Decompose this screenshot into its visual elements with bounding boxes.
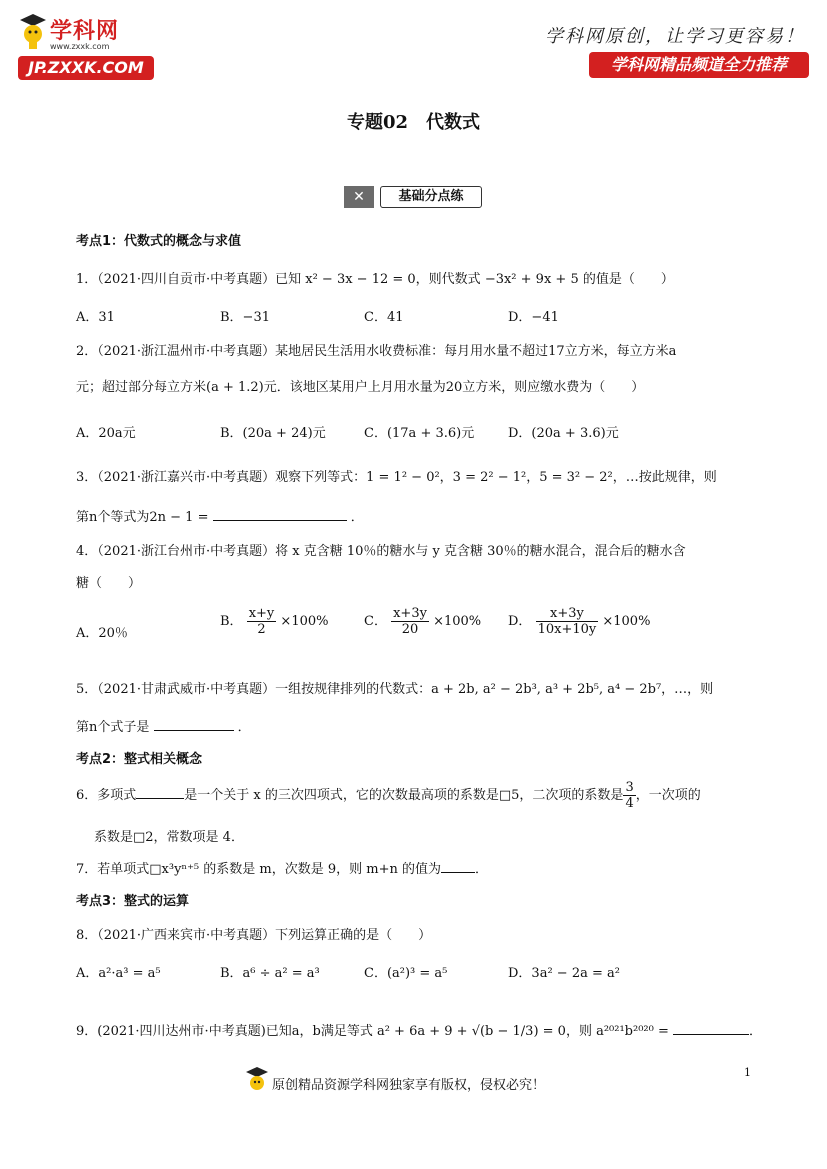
q7-answer-blank[interactable]	[441, 860, 475, 873]
q9-text: 9．(2021·四川达州市·中考真题)已知a，b满足等式 a² + 6a + 9 + √(b − 1/3) = 0，则 a²⁰²¹b²⁰²⁰ =	[76, 1024, 669, 1039]
q4-option-d-fraction	[536, 606, 599, 637]
section-icon: ✕	[344, 186, 374, 208]
question-3-line-1: 3．（2021·浙江嘉兴市·中考真题）观察下列等式：1 = 1² − 0²，3 = 2² − 1²，5 = 3² − 2²，…按此规律，则	[76, 470, 717, 485]
q4-option-b-fraction	[247, 606, 277, 637]
q5-answer-blank[interactable]	[154, 718, 234, 731]
fraction-denominator: 2	[257, 622, 266, 637]
question-9	[76, 1020, 762, 1039]
q2-option-a: A．20a元	[76, 426, 136, 441]
section-header	[344, 186, 482, 208]
question-4-line-1: 4．（2021·浙江台州市·中考真题）将 x 克含糖 10％的糖水与 y 克含糖 30％的糖水混合，混合后的糖水含	[76, 544, 686, 559]
q6-fraction	[623, 780, 635, 811]
question-1: 1．（2021·四川自贡市·中考真题）已知 x² − 3x − 12 = 0，则代数式 −3x² + 9x + 5 的值是（ ）	[76, 272, 674, 287]
site-logo[interactable]	[18, 12, 158, 84]
question-2-line-1: 2．（2021·浙江温州市·中考真题）某地居民生活用水收费标准：每月用水量不超过17立方米，每立方米a	[76, 344, 677, 359]
fraction-numerator: x+y	[248, 606, 275, 621]
question-3-line-2	[76, 506, 364, 525]
q3-line-2-text: 第n个等式为2n − 1 =	[76, 510, 209, 525]
fraction-numerator: x+3y	[393, 606, 427, 621]
channel-badge: 学科网精品频道全力推荐	[589, 52, 809, 78]
q6-answer-blank[interactable]	[136, 786, 184, 799]
q6-suffix: ，一次项的	[635, 788, 701, 803]
logo-url: www.zxxk.com	[50, 42, 110, 51]
question-5-line-2	[76, 716, 251, 735]
section-label: 基础分点练	[380, 186, 482, 208]
fraction-numerator: x+3y	[536, 606, 599, 622]
q5-line-2-end: ．	[237, 720, 251, 735]
q3-answer-blank[interactable]	[213, 508, 347, 521]
q1-option-b: B．−31	[220, 310, 270, 325]
q2-option-b: B．(20a + 24)元	[220, 426, 326, 441]
fraction-denominator: 10x+10y	[537, 622, 597, 637]
q2-option-d: D．(20a + 3.6)元	[508, 426, 619, 441]
q7-text: 7．若单项式□x³yⁿ⁺⁵ 的系数是 m，次数是 9，则 m+n 的值为	[76, 862, 441, 877]
question-4-line-2: 糖（ ）	[76, 576, 142, 591]
q8-option-c: C．(a²)³ = a⁵	[364, 966, 448, 981]
topic-heading-3: 考点3：整式的运算	[76, 894, 190, 909]
fraction-denominator: 20	[401, 622, 419, 637]
page-number: 1	[744, 1066, 751, 1079]
q4-option-d-pct: ×100%	[602, 614, 651, 629]
q4-option-a: A．20％	[76, 626, 128, 641]
q8-option-b: B．a⁶ ÷ a² = a³	[220, 966, 320, 981]
question-6-line-1	[76, 780, 701, 811]
fraction-numerator: 3	[625, 780, 634, 795]
topic-heading-2: 考点2：整式相关概念	[76, 752, 203, 767]
q4-option-c	[364, 606, 481, 637]
q2-option-c: C．(17a + 3.6)元	[364, 426, 475, 441]
logo-badge: JP.ZXXK.COM	[18, 56, 154, 80]
q6-middle: 是一个关于 x 的三次四项式，它的次数最高项的系数是□5，二次项的系数是	[184, 788, 624, 803]
q8-option-d: D．3a² − 2a = a²	[508, 966, 620, 981]
q4-option-d	[508, 606, 650, 637]
q9-end: ．	[749, 1024, 763, 1039]
q4-option-d-label: D．	[508, 614, 532, 629]
question-7	[76, 858, 488, 877]
fraction-denominator: 4	[625, 796, 634, 811]
slogan: 学科网原创，让学习更容易！	[545, 26, 805, 47]
q5-line-2-text: 第n个式子是	[76, 720, 150, 735]
mascot-icon	[18, 12, 48, 50]
question-5-line-1: 5．（2021·甘肃武威市·中考真题）一组按规律排列的代数式：a + 2b, a² − 2b³, a³ + 2b⁵, a⁴ − 2b⁷，…，则	[76, 682, 714, 697]
q1-option-d: D．−41	[508, 310, 559, 325]
q4-option-c-label: C．	[364, 614, 387, 629]
q4-option-c-fraction	[391, 606, 429, 637]
q1-option-c: C．41	[364, 310, 404, 325]
page-title: 专题02 代数式	[346, 112, 481, 133]
footer-copyright: 原创精品资源学科网独家享有版权，侵权必究！	[272, 1078, 546, 1093]
q1-option-a: A．31	[76, 310, 115, 325]
question-8: 8．（2021·广西来宾市·中考真题）下列运算正确的是（ ）	[76, 928, 432, 943]
q4-option-b-label: B．	[220, 614, 243, 629]
logo-text: 学科网	[50, 19, 120, 44]
q7-end: ．	[475, 862, 489, 877]
topic-heading-1: 考点1：代数式的概念与求值	[76, 234, 242, 249]
q4-option-c-pct: ×100%	[433, 614, 482, 629]
q3-line-2-end: ．	[350, 510, 364, 525]
q4-option-b-pct: ×100%	[280, 614, 329, 629]
question-2-line-2: 元；超过部分每立方米(a + 1.2)元．该地区某用户上月用水量为20立方米，则应缴水费为（ ）	[76, 380, 645, 395]
q8-option-a: A．a²·a³ = a⁵	[76, 966, 161, 981]
q4-option-b	[220, 606, 328, 637]
mascot-icon	[244, 1066, 270, 1094]
question-6-line-2: 系数是□2，常数项是 4．	[94, 830, 244, 845]
q6-prefix: 6．多项式	[76, 788, 137, 803]
q9-answer-blank[interactable]	[673, 1022, 749, 1035]
